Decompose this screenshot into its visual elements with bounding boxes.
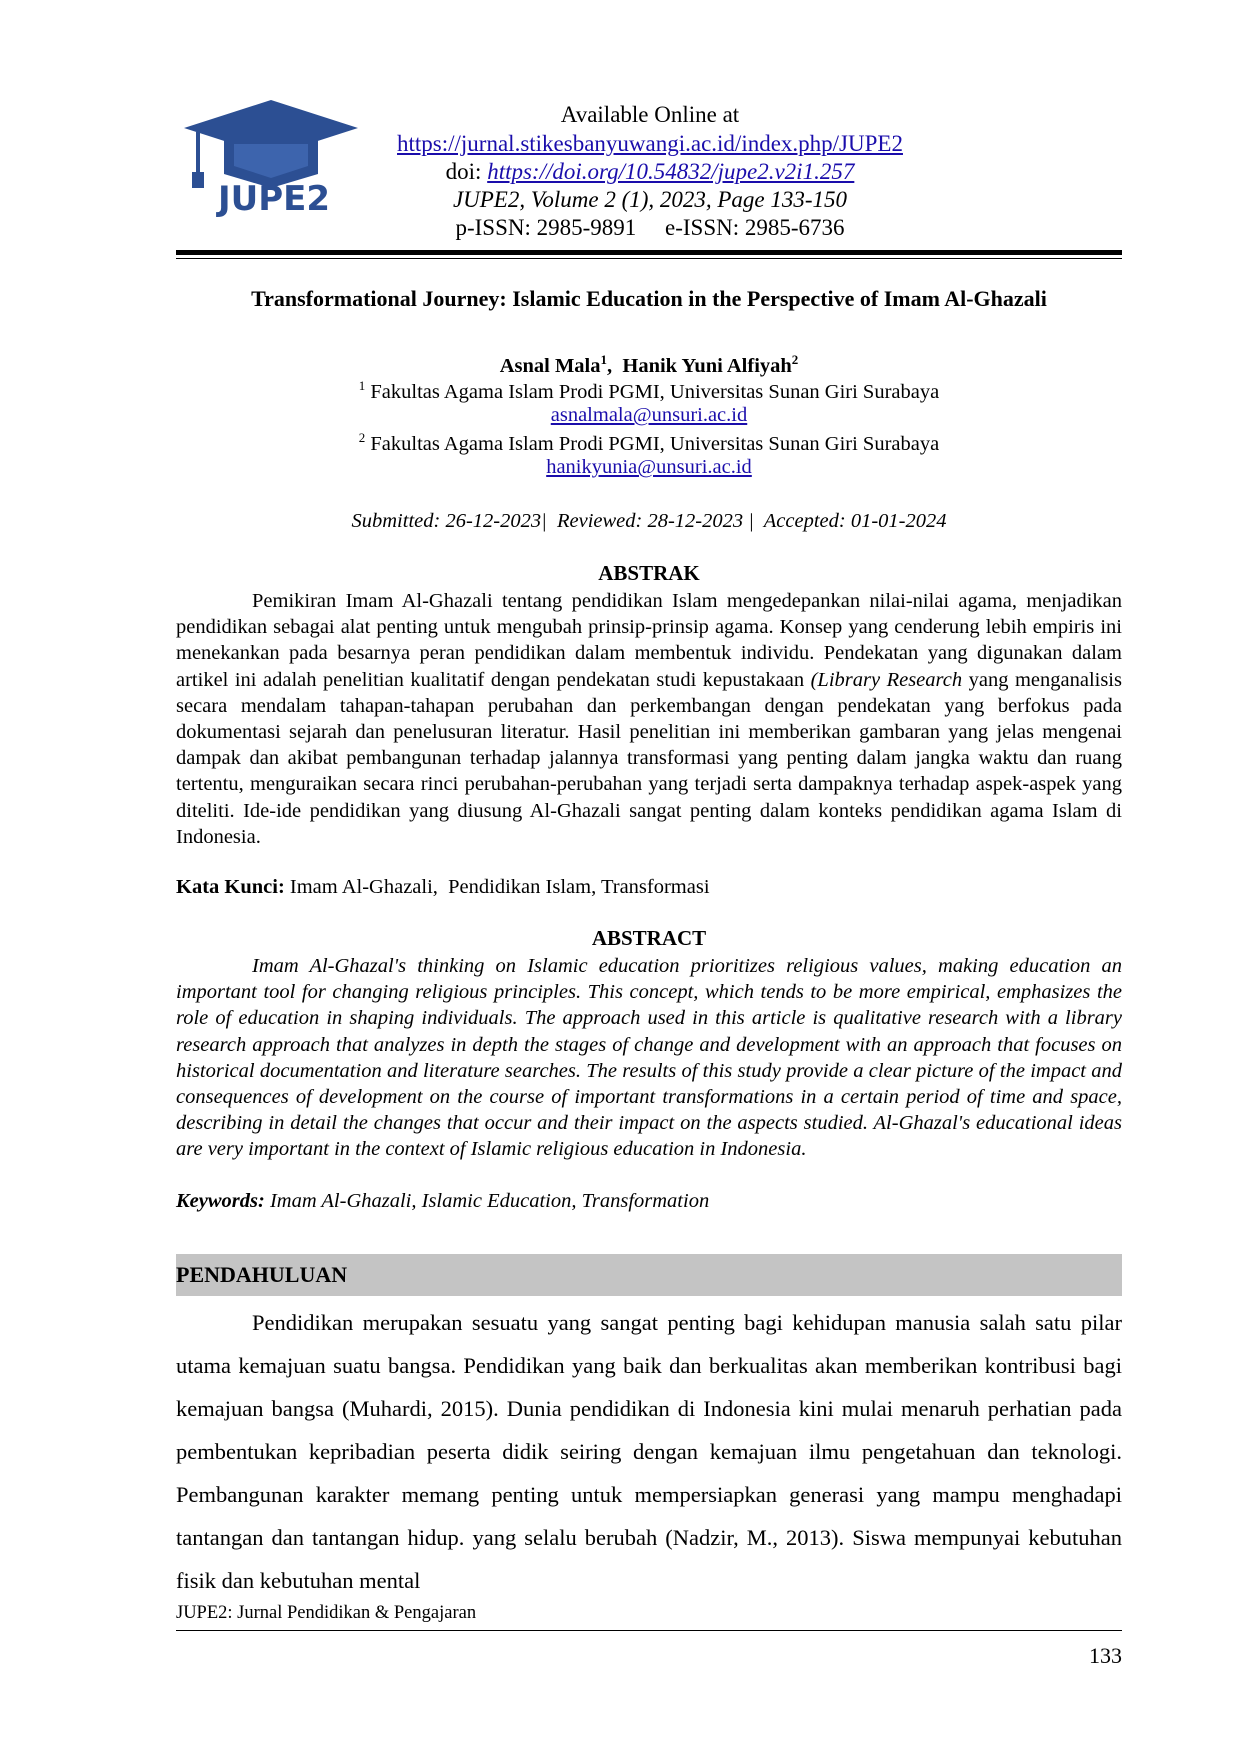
volume-line: JUPE2, Volume 2 (1), 2023, Page 133-150: [452, 187, 848, 212]
affiliation-text: Fakultas Agama Islam Prodi PGMI, Universitas Sunan Giri Surabaya: [365, 380, 940, 403]
section-paragraph: Pendidikan merupakan sesuatu yang sangat penting bagi kehidupan manusia salah satu pilar utama kemajuan suatu bangsa. Pendidikan yang baik dan berkualitas akan memberikan kontribusi bagi kemajuan bangsa (Muhardi, 2015). Dunia pendidikan di Indonesia kini mulai menaruh perhatian pada pembentukan kepribadian peserta didik seiring dengan kemajuan ilmu pengetahuan dan teknologi. Pembangunan karakter memang penting untuk mempersiapkan generasi yang mampu menghadapi tantangan dan tantangan hidup. yang selalu berubah (Nadzir, M., 2013). Siswa mempunyai kebutuhan fisik dan kebutuhan mental: [176, 1310, 1122, 1593]
issn-line: p-ISSN: 2985-9891 e-ISSN: 2985-6736: [455, 215, 845, 240]
journal-logo: [176, 92, 366, 217]
journal-url-link[interactable]: https://jurnal.stikesbanyuwangi.ac.id/index.php/JUPE2: [397, 131, 903, 156]
abstrak-text-part: yang menganalisis secara mendalam tahapan-tahapan perubahan dan perkembangan dengan pendekatan yang berfokus pada dokumentasi sejarah dan penelusuran literatur. Hasil penelitian ini memberikan gambaran yang jelas mengenai dampak dan akibat pembangunan terhadap jalannya transformasi yang penting dalam jangka waktu dan ruang tertentu, menguraikan secara rinci perubahan-perubahan yang terjadi serta dampaknya terhadap aspek-aspek yang diteliti. Ide-ide pendidikan yang diusung Al-Ghazali sangat penting dalam konteks pendidikan agama Islam di Indonesia.: [176, 668, 1122, 848]
doi-link[interactable]: https://doi.org/10.54832/jupe2.v2i1.257: [487, 159, 855, 184]
abstrak-text: [176, 588, 1122, 850]
author-list: [176, 352, 1122, 378]
author-2-email-link[interactable]: hanikyunia@unsuri.ac.id: [546, 456, 752, 478]
abstrak-heading: ABSTRAK: [598, 561, 700, 585]
section-title: PENDAHULUAN: [176, 1262, 348, 1287]
author-separator: ,: [607, 354, 623, 377]
keywords-label: Keywords:: [176, 1190, 265, 1212]
article-title: Transformational Journey: Islamic Education in the Perspective of Imam Al-Ghazali: [251, 286, 1047, 311]
affiliation-2: [176, 430, 1122, 456]
header-rule-thin: [176, 258, 1122, 259]
author-1-email-link[interactable]: asnalmala@unsuri.ac.id: [550, 404, 748, 426]
header-rule-thick: [176, 250, 1122, 255]
affiliation-sup: 1: [358, 378, 366, 393]
affiliation-sup: 2: [358, 430, 366, 445]
footer-journal-name: JUPE2: Jurnal Pendidikan & Pengajaran: [176, 1603, 477, 1623]
svg-text:JUPE2: JUPE2: [217, 179, 331, 217]
affiliation-text: Fakultas Agama Islam Prodi PGMI, Universitas Sunan Giri Surabaya: [365, 432, 940, 455]
abstrak-text-italic: (Library Research: [810, 668, 963, 691]
abstract-heading: ABSTRACT: [591, 926, 707, 950]
footer-rule: [176, 1630, 1122, 1631]
available-online-label: Available Online at: [560, 102, 740, 127]
submission-dates: Submitted: 26-12-2023| Reviewed: 28-12-2023 | Accepted: 01-01-2024: [351, 510, 947, 532]
abstrak-text-part: Pemikiran Imam Al-Ghazali tentang pendidikan Islam mengedepankan nilai-nilai agama, menjadikan pendidikan sebagai alat penting untuk mengubah prinsip-prinsip agama. Konsep yang cenderung lebih empiris ini menekankan pada besarnya peran pendidikan dalam membentuk individu. Pendekatan yang digunakan dalam artikel ini adalah penelitian kualitatif dengan pendekatan studi kepustakaan: [176, 590, 1122, 691]
keywords-value: Imam Al-Ghazali, Pendidikan Islam, Transformasi: [284, 876, 710, 898]
doi-line: [370, 158, 930, 186]
keywords-label: Kata Kunci:: [176, 876, 285, 898]
page-number: 133: [1089, 1643, 1122, 1668]
doi-label: doi:: [445, 159, 488, 184]
section-header-bar: [176, 1254, 1122, 1296]
author-name: Asnal Mala: [499, 354, 601, 377]
author-sup: 2: [791, 352, 799, 367]
keywords-value: Imam Al-Ghazali, Islamic Education, Transformation: [264, 1190, 710, 1212]
abstract-keywords: [176, 1190, 1122, 1213]
affiliation-1: [176, 378, 1122, 404]
abstrak-keywords: [176, 876, 1122, 899]
author-sup: 1: [600, 352, 608, 367]
author-name: Hanik Yuni Alfiyah: [622, 354, 792, 377]
abstract-text: Imam Al-Ghazal's thinking on Islamic education prioritizes religious values, making education an important tool for changing religious principles. This concept, which tends to be more empirical, emphasizes the role of education in shaping individuals. The approach used in this article is qualitative research with a library research approach that analyzes in depth the stages of change and development with an approach that focuses on historical documentation and literature searches. The results of this study provide a clear picture of the impact and consequences of development on the course of important transformations in a certain period of time and space, describing in detail the changes that occur and their impact on the aspects studied. Al-Ghazal's educational ideas are very important in the context of Islamic religious education in Indonesia.: [176, 955, 1122, 1161]
